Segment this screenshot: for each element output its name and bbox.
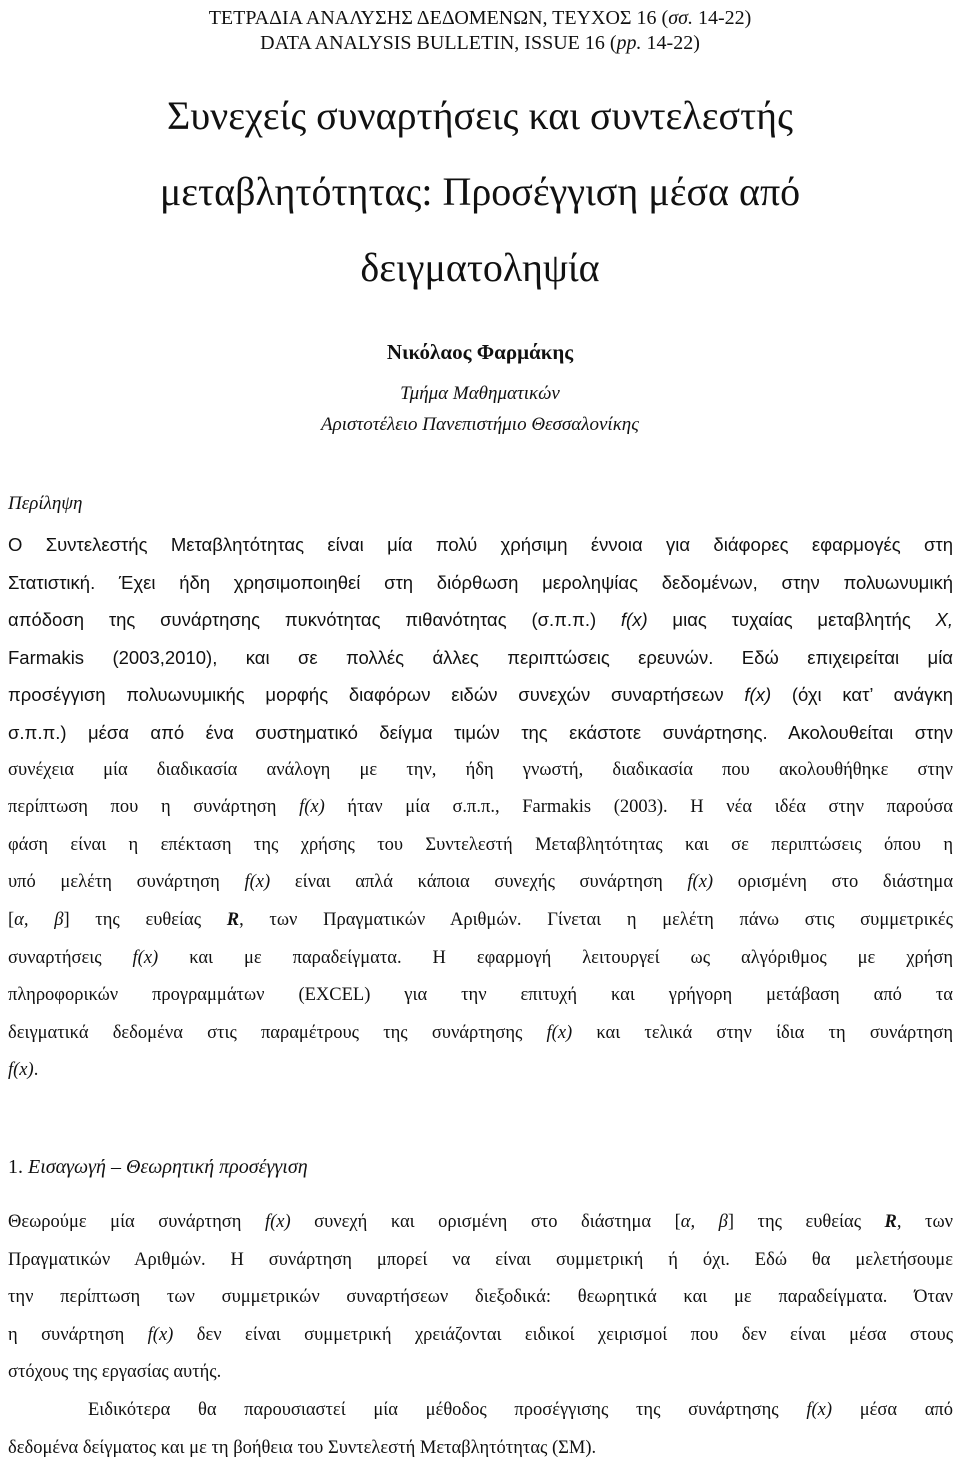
text-run: υπό μελέτη συνάρτηση [8, 872, 220, 893]
text-run: . [33, 1060, 39, 1081]
abstract-line [8, 977, 953, 1015]
title-line-1: Συνεχείς συναρτήσεις και συντελεστής [167, 93, 793, 138]
section-number: 1. [8, 1156, 28, 1178]
section-body [8, 1204, 953, 1467]
abstract-line [8, 864, 953, 902]
math-fx: f(x) [264, 1212, 291, 1232]
text-run: δεν είναι συμμετρική χρειάζονται ειδικοί χειρισμοί που δεν είναι μέσα στους [196, 1324, 954, 1345]
text-run: η συνάρτηση [8, 1324, 125, 1345]
text-run: μέσα από [859, 1399, 954, 1420]
text-run: , των [896, 1212, 954, 1232]
text-run: δειγματικά δεδομένα στις παραμέτρους της συνάρτησης [8, 1022, 523, 1043]
section-subtitle: Θεωρητική προσέγγιση [125, 1156, 308, 1178]
running-head-greek [0, 6, 960, 30]
math-reals: R [226, 909, 240, 930]
text-run: Ειδικότερα θα παρουσιαστεί μία μέθοδος προσέγγισης της συνάρτησης [88, 1399, 779, 1420]
math-fx: f(x) [244, 872, 271, 893]
abstract-line [8, 789, 953, 827]
text-run: Στατιστική. Έχει ήδη χρησιμοποιηθεί στη διόρθωση μεροληψίας δεδομένων, στην πολυωνυμική [8, 571, 953, 593]
abstract-heading: Περίληψη [8, 493, 83, 514]
math-fx: f(x) [299, 797, 325, 818]
text-run: Πραγματικών Αριθμών. Η συνάρτηση μπορεί να είναι συμμετρική ή όχι. Εδώ θα μελετήσουμε [8, 1249, 953, 1270]
text-run: περίπτωση που η συνάρτηση [8, 797, 277, 818]
math-fx: f(x) [806, 1399, 832, 1420]
text-run: (όχι κατ’ ανάγκη [791, 684, 954, 706]
text-run: Θεωρούμε μία συνάρτηση [8, 1212, 242, 1232]
text-run: μιας τυχαίας μεταβλητής [672, 609, 911, 631]
text-run: σ.π.π.) μέσα από ένα συστηματικό δείγμα τιμών της εκάστοτε συνάρτησης. Ακολουθείται στην [8, 721, 953, 743]
math-fx: f(x) [687, 872, 714, 893]
text-run: προσέγγιση πολυωνυμικής μορφής διαφόρων ειδών συνεχών συναρτήσεων [8, 684, 724, 706]
body-line [8, 1430, 953, 1468]
text-run: πληροφορικών προγραμμάτων (EXCEL) για την επιτυχή και γρήγορη μετάβαση από τα [8, 985, 953, 1006]
text-run: [ [8, 909, 15, 930]
text-run: Ο Συντελεστής Μεταβλητότητας είναι μία πολύ χρήσιμη έννοια για διάφορες εφαρμογές στη [8, 534, 953, 555]
abstract-line [8, 940, 953, 978]
abstract-line [8, 676, 953, 714]
math-fx: f(x) [620, 609, 648, 631]
running-head-greek-text: ΤΕΤΡΑΔΙΑ ΑΝΑΛΥΣΗΣ ΔΕΔΟΜΕΝΩΝ, ΤΕΥΧΟΣ 16 ( [208, 7, 669, 29]
body-line [8, 1242, 953, 1280]
math-reals: R [884, 1212, 897, 1232]
math-fx: f(x) [8, 1060, 34, 1081]
abstract-line [8, 601, 953, 639]
text-run: ήταν μία σ.π.π., Farmakis (2003). Η νέα ιδέα στην παρούσα [347, 797, 953, 818]
text-run: Farmakis (2003,2010), και σε πολλές άλλες περιπτώσεις ερευνών. Εδώ επιχειρείται μία [8, 646, 953, 668]
abstract-line [8, 827, 953, 865]
text-run: είναι απλά κάποια συνεχής συνάρτηση [294, 872, 663, 893]
abstract-line [8, 639, 953, 677]
running-head-english-pages-abbr: pp. [616, 32, 642, 54]
math-fx: f(x) [546, 1022, 573, 1043]
body-line [8, 1317, 953, 1355]
body-line [8, 1279, 953, 1317]
body-line [8, 1392, 953, 1430]
author-department: Τμήμα Μαθηματικών [400, 383, 560, 404]
text-run: συνεχή και ορισμένη στο διάστημα [ [314, 1212, 681, 1232]
math-variable: X, [935, 609, 954, 631]
title-line-3: δειγματοληψία [360, 245, 600, 290]
math-fx: f(x) [132, 947, 159, 968]
running-head-english-pages: 14-22) [641, 32, 700, 54]
running-head-english [0, 31, 960, 55]
abstract-line [8, 752, 953, 790]
abstract-line [8, 902, 953, 940]
running-head-greek-pages-abbr: σσ. [668, 7, 693, 29]
math-interval: α, β [680, 1212, 728, 1232]
text-run: και με παραδείγματα. Η εφαρμογή λειτουργεί ως αλγόριθμος με χρήση [189, 947, 954, 968]
author-name: Νικόλαος Φαρμάκης [386, 340, 574, 364]
abstract-line [8, 714, 953, 752]
math-fx: f(x) [744, 684, 772, 706]
text-run: και τελικά στην ίδια τη συνάρτηση [596, 1022, 954, 1043]
abstract-line [8, 1052, 953, 1090]
text-run: ] της ευθείας [727, 1212, 862, 1232]
text-run: ορισμένη στο διάστημα [737, 872, 954, 893]
text-run: συνέχεια μία διαδικασία ανάλογη με την, ήδη γνωστή, διαδικασία που ακολουθήθηκε στην [8, 759, 953, 780]
body-line [8, 1354, 953, 1392]
section-heading [8, 1154, 308, 1180]
section-title-dash: – [105, 1156, 126, 1178]
text-run: απόδοση της συνάρτησης πυκνότητας πιθανότητας (σ.π.π.) [8, 609, 597, 631]
abstract-line [8, 1015, 953, 1053]
section-title: Εισαγωγή [28, 1156, 106, 1178]
text-run: ] της ευθείας [63, 909, 202, 930]
text-run: συναρτήσεις [8, 947, 102, 968]
text-run: στόχους της εργασίας αυτής. [8, 1362, 222, 1383]
running-head-greek-pages: 14-22) [692, 7, 752, 29]
abstract-line [8, 526, 953, 564]
text-run: δεδομένα δείγματος και με τη βοήθεια του Συντελεστή Μεταβλητότητας (ΣΜ). [8, 1437, 597, 1458]
text-run: φάση είναι η επέκταση της χρήσης του Συντελεστή Μεταβλητότητας και σε περιπτώσεις όπου η [8, 834, 953, 855]
abstract-text [8, 526, 953, 1090]
author-university: Αριστοτέλειο Πανεπιστήμιο Θεσσαλονίκης [321, 414, 639, 435]
text-run: την περίπτωση των συμμετρικών συναρτήσεων διεξοδικά: θεωρητικά και με παραδείγματα. Όταν [8, 1287, 953, 1308]
running-head-english-text: DATA ANALYSIS BULLETIN, ISSUE 16 ( [260, 32, 617, 54]
abstract-line [8, 564, 953, 602]
body-line [8, 1204, 953, 1242]
text-run: , των Πραγματικών Αριθμών. Γίνεται η μελέτη πάνω στις συμμετρικές [239, 909, 953, 930]
math-interval: α, β [14, 909, 64, 930]
title-line-2: μεταβλητότητας: Προσέγγιση μέσα από [159, 169, 801, 214]
paper-title [0, 78, 960, 306]
math-fx: f(x) [147, 1324, 174, 1345]
